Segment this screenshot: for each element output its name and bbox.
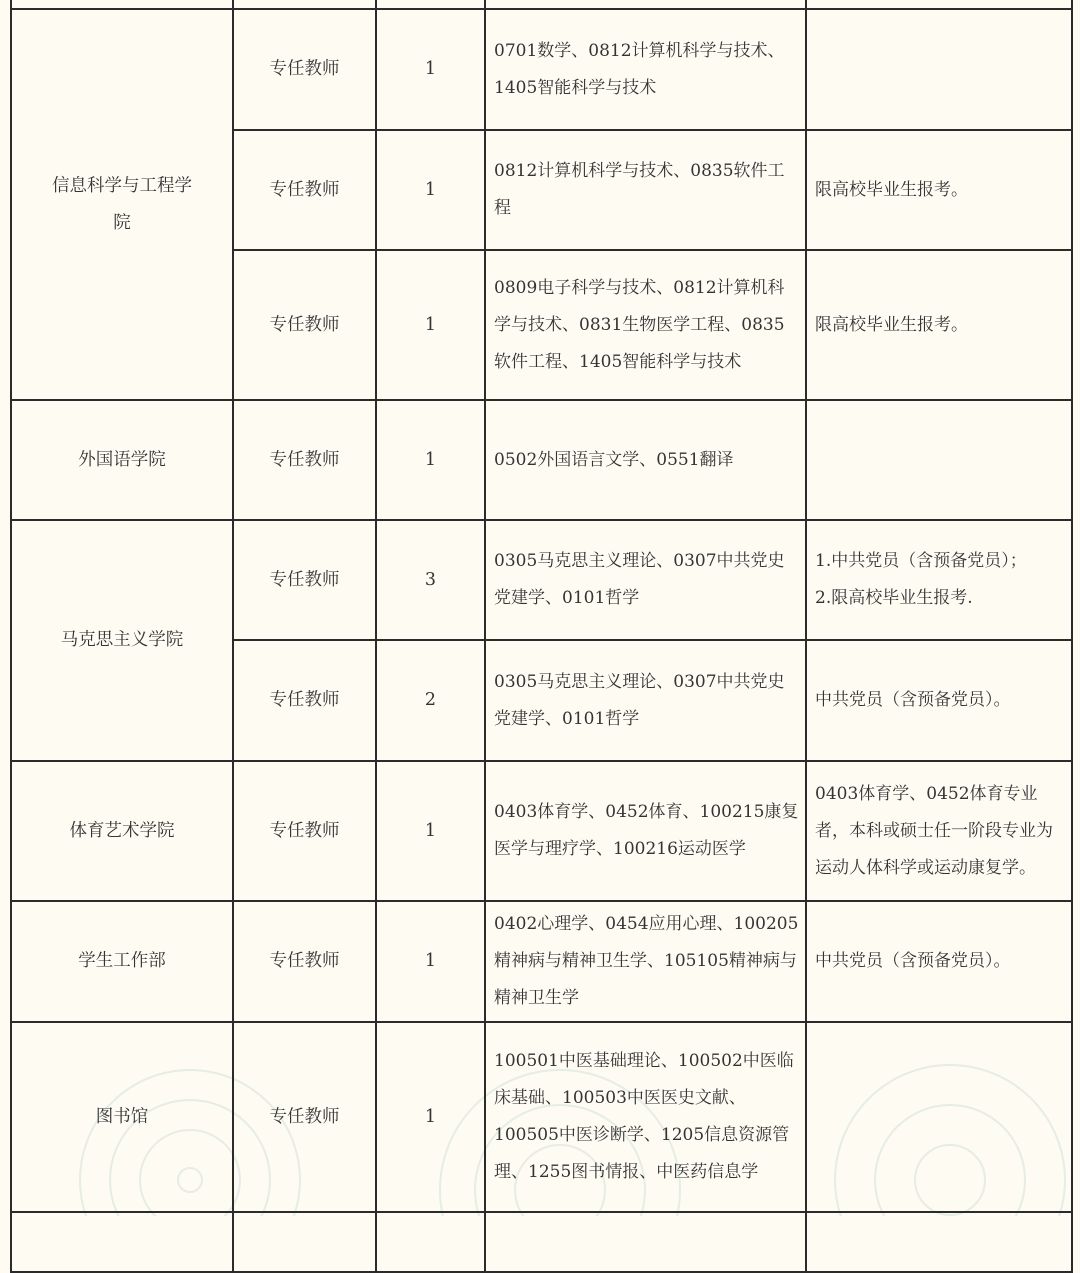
major-cell: 0502外国语言文学、0551翻译 (485, 400, 806, 520)
count-cell: 1 (376, 761, 485, 901)
note-cell (806, 520, 1072, 640)
department-cell (11, 9, 233, 400)
count-cell: 1 (376, 901, 485, 1022)
position-cell: 专任教师 (233, 520, 376, 640)
table-row (11, 0, 1072, 9)
note-cell (806, 0, 1072, 9)
table-row (11, 520, 1072, 640)
department-cell: 体育艺术学院 (11, 761, 233, 901)
major-cell: 0305马克思主义理论、0307中共党史党建学、0101哲学 (485, 520, 806, 640)
table-row (11, 1212, 1072, 1272)
table-row (11, 901, 1072, 1022)
major-cell: 100501中医基础理论、100502中医临床基础、100503中医医史文献、100505中医诊断学、1205信息资源管理、1255图书情报、中医药信息学 (485, 1022, 806, 1212)
position-cell: 专任教师 (233, 640, 376, 761)
position-cell: 专任教师 (233, 9, 376, 130)
recruitment-table (10, 0, 1073, 1273)
department-cell (11, 0, 233, 9)
major-cell: 0809电子科学与技术、0812计算机科学与技术、0831生物医学工程、0835软件工程、1405智能科学与技术 (485, 250, 806, 400)
position-cell: 专任教师 (233, 1022, 376, 1212)
note-cell (806, 400, 1072, 520)
table-row (11, 1022, 1072, 1212)
major-cell: 0402心理学、0454应用心理、100205精神病与精神卫生学、105105精神病与精神卫生学 (485, 901, 806, 1022)
position-cell: 专任教师 (233, 901, 376, 1022)
count-cell (376, 1212, 485, 1272)
major-cell (485, 0, 806, 9)
note-cell: 中共党员（含预备党员）。 (806, 640, 1072, 761)
major-cell (485, 1212, 806, 1272)
note-cell (806, 1212, 1072, 1272)
table-row (11, 400, 1072, 520)
department-cell: 外国语学院 (11, 400, 233, 520)
note-cell: 限高校毕业生报考。 (806, 250, 1072, 400)
department-name: 信息科学与工程学院 (52, 175, 192, 233)
position-cell (233, 0, 376, 9)
count-cell: 2 (376, 640, 485, 761)
note-cell (806, 1022, 1072, 1212)
position-cell (233, 1212, 376, 1272)
count-cell: 1 (376, 1022, 485, 1212)
position-cell: 专任教师 (233, 250, 376, 400)
department-cell: 图书馆 (11, 1022, 233, 1212)
count-cell (376, 0, 485, 9)
note-cell: 0403体育学、0452体育专业者，本科或硕士任一阶段专业为运动人体科学或运动康复学。 (806, 761, 1072, 901)
count-cell: 1 (376, 130, 485, 250)
position-cell: 专任教师 (233, 400, 376, 520)
note-line: 2.限高校毕业生报考. (815, 588, 973, 608)
major-cell: 0403体育学、0452体育、100215康复医学与理疗学、100216运动医学 (485, 761, 806, 901)
position-cell: 专任教师 (233, 761, 376, 901)
table-row (11, 761, 1072, 901)
note-line: 1.中共党员（含预备党员）； (815, 551, 1027, 571)
department-cell (11, 1212, 233, 1272)
major-cell: 0305马克思主义理论、0307中共党史党建学、0101哲学 (485, 640, 806, 761)
count-cell: 1 (376, 9, 485, 130)
count-cell: 1 (376, 400, 485, 520)
note-cell (806, 9, 1072, 130)
position-cell: 专任教师 (233, 130, 376, 250)
note-cell: 限高校毕业生报考。 (806, 130, 1072, 250)
department-cell: 学生工作部 (11, 901, 233, 1022)
major-cell: 0701数学、0812计算机科学与技术、1405智能科学与技术 (485, 9, 806, 130)
count-cell: 1 (376, 250, 485, 400)
count-cell: 3 (376, 520, 485, 640)
table-row (11, 9, 1072, 130)
department-cell: 马克思主义学院 (11, 520, 233, 761)
major-cell: 0812计算机科学与技术、0835软件工程 (485, 130, 806, 250)
note-cell: 中共党员（含预备党员）。 (806, 901, 1072, 1022)
